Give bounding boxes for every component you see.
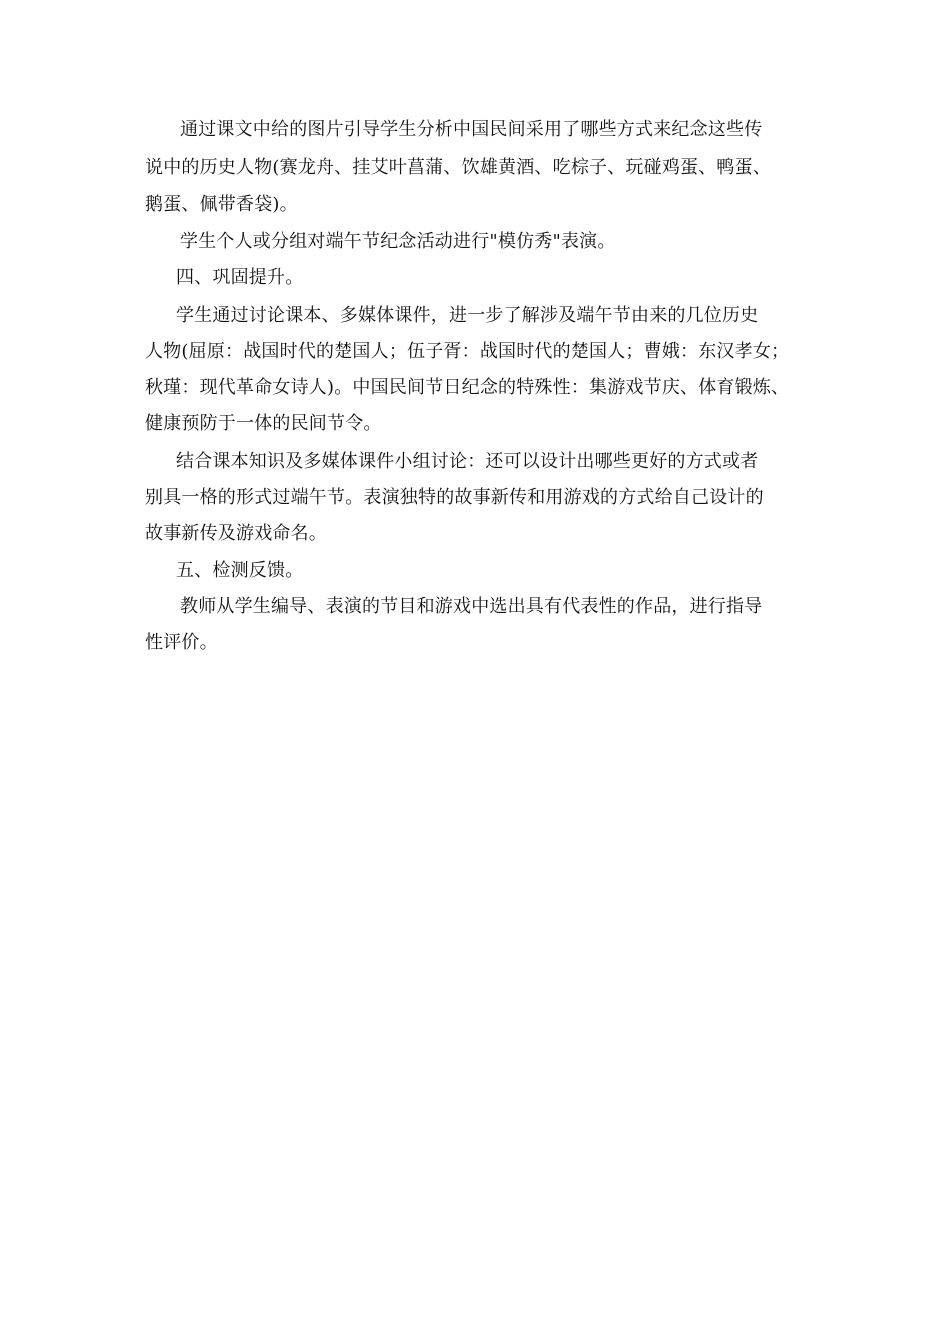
- paragraph-5-line-3: 故事新传及游戏命名。: [145, 523, 327, 544]
- paragraph-4-line-3: 秋瑾：现代革命女诗人)。中国民间节日纪念的特殊性：集游戏节庆、体育锻炼、: [145, 377, 790, 398]
- section-heading-feedback: 五、检测反馈。: [176, 560, 304, 581]
- paragraph-5-line-1: 结合课本知识及多媒体课件小组讨论：还可以设计出哪些更好的方式或者: [176, 451, 759, 472]
- section-heading-consolidate: 四、巩固提升。: [176, 267, 304, 288]
- paragraph-4-line-2: 人物(屈原：战国时代的楚国人；伍子胥：战国时代的楚国人；曹娥：东汉孝女；: [145, 341, 790, 362]
- paragraph-7-line-2: 性评价。: [145, 632, 218, 653]
- paragraph-4-line-4: 健康预防于一体的民间节令。: [145, 413, 382, 434]
- paragraph-1-line-1: 通过课文中给的图片引导学生分析中国民间采用了哪些方式来纪念这些传: [180, 119, 763, 140]
- paragraph-4-line-1: 学生通过讨论课本、多媒体课件，进一步了解涉及端午节由来的几位历史: [176, 305, 759, 326]
- paragraph-7-line-1: 教师从学生编导、表演的节目和游戏中选出具有代表性的作品，进行指导: [180, 596, 763, 617]
- paragraph-5-line-2: 别具一格的形式过端午节。表演独特的故事新传和用游戏的方式给自己设计的: [145, 487, 764, 508]
- paragraph-1-line-2: 说中的历史人物(赛龙舟、挂艾叶菖蒲、饮雄黄酒、吃棕子、玩碰鸡蛋、鸭蛋、: [145, 157, 772, 178]
- paragraph-1-line-3: 鹅蛋、佩带香袋)。: [145, 194, 298, 215]
- paragraph-2-line-1: 学生个人或分组对端午节纪念活动进行"模仿秀"表演。: [180, 231, 616, 252]
